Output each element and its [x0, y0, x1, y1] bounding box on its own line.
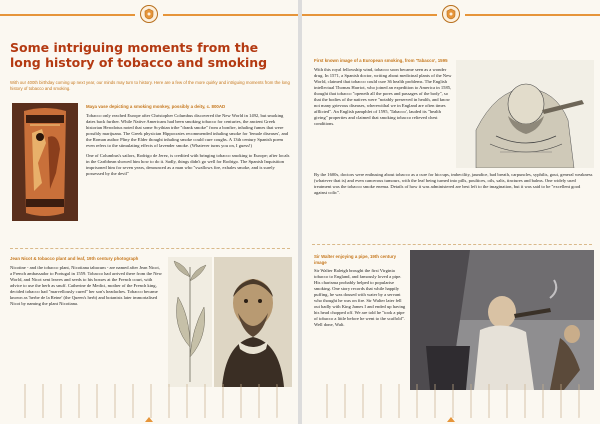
- vase-paragraph-1: Tobacco only reached Europe after Christopher Columbus discovered the New World in 1492, but smoking dates back further. While Native Americans had been smoking tobacco for centuries, the ancient Greek historian Herodotus noted that some Scythian tribe "drank smoke" from a bonfire, inhaling fumes that were possibly marijuana. The Greek physician Hippocrates recommended inhaling smoke for 'female diseases', and the Roman author Pliny the Elder thought inhaling smoke could cure coughs. A 13th century Spanish poem even refers to the stimulating effects of lavender smoke. (Whatever turns you on, I guess!): [86, 112, 289, 148]
- crest-icon: [442, 5, 460, 23]
- header-rule-right: [465, 14, 600, 16]
- decorative-watermark: [320, 384, 582, 418]
- page-marker-icon: [447, 417, 455, 422]
- header-rule-left: [0, 14, 135, 16]
- right-page: [302, 0, 600, 424]
- maya-vase-image: [12, 103, 78, 221]
- tabacco-body-1: With this royal fellowship wind, tobacco soon became seen as a wonder drug. In 1571, a Spanish doctor, writing about medicinal plants of the New World, claimed that tobacco could cure 36 health problems. The English intellectual Thomas Harriot, who joined an expedition to America in 1585, thought that tobacco "openeth all the pores and passages of the body", so that the bodies of the natives were "notably preserved in health, and know not many grievous diseases, wherewithal we in England are often times afflicted". An English pamphlet of 1595, 'Tabacco', lauded its "health giving" properties and claimed that smoking tobacco relieved chest conditions.: [314, 66, 452, 126]
- tabacco-caption: First known image of a European smoking, from 'Tabacco', 1595: [314, 58, 448, 63]
- nicot-caption: Jean Nicot & tobacco plant and leaf, 19th century photograph: [10, 256, 139, 261]
- left-page: [0, 0, 298, 424]
- crest-icon: [140, 5, 158, 23]
- section-nicot: [10, 256, 162, 307]
- jean-nicot-portrait: [214, 257, 292, 387]
- first-smoker-engraving: [456, 60, 594, 168]
- section-divider: [312, 244, 592, 245]
- raleigh-body: Sir Walter Raleigh brought the first Virginia tobacco to England, and famously loved a pipe. His charisma probably helped to popularise smoking. One story records that while happily puffing, he was doused with water by a servant who thought he was on fire. Sir Walter later fell out badly with King James I and ended up having his head chopped off. We are told he "took a pipe of tobacco a little before he went to the scaffold". Well done, Walt.: [314, 268, 406, 328]
- section-raleigh: [314, 254, 406, 328]
- section-divider: [10, 248, 290, 249]
- tobacco-plant-image: [168, 257, 212, 387]
- article-intro: With our 400th birthday coming up next year, our minds may turn to history. Here are a few of the more quirky and intriguing moments from the long history of tobacco and smoking.: [10, 80, 290, 91]
- nicot-body: Nicotine - and the tobacco plant, Nicotiana tabacum - are named after Jean Nicot, a French ambassador to Portugal in 1559. Tobacco had arrived there from the New World, and Nicot sent leaves and seeds to his bosses at the French court, with advice to use the herb as snuff. Catherine de Medici, mother of the French king, decided tobacco had "marvellously cured" her son's headaches. Tobacco became known as 'herbe de la Reine' (the Queen's herb) and botanists later immortalised Nicot by naming the plant Nicotiana.: [10, 264, 162, 306]
- decorative-watermark: [18, 384, 280, 418]
- section-vase: [86, 104, 290, 181]
- tabacco-body-2: By the 1600s, doctors were enthusing about tobacco as a cure for hiccups, imbecility, jaundice, bad breath, carpuncles, syphilis, gout, general weakness (whatever that is) and even cancerous tumours, with the leaf being turned into pills, poultices, oils, salts, tinctures and balms. One widely used treatment was the tobacco smoke enema. Details of how it was administered are best left to the imagination, but it was said to be "excellent good against colic".: [314, 172, 593, 195]
- raleigh-caption: Sir Walter enjoying a pipe, 19th century image: [314, 254, 397, 265]
- section-tabacco: [314, 58, 452, 127]
- vase-caption: Maya vase depicting a smoking monkey, possibly a deity, c. 800AD: [86, 104, 226, 109]
- page-marker-icon: [145, 417, 153, 422]
- raleigh-pipe-painting: [410, 250, 594, 390]
- header-rule-right: [163, 14, 298, 16]
- article-title: Some intriguing moments from the long history of tobacco and smoking: [10, 40, 268, 70]
- vase-paragraph-2: One of Columbus's sailors, Rodrigo de Jerez, is credited with bringing tobacco smoking to Europe; after locals in the Caribbean showed him how to do it. Sadly, things didn't go well for Rodrigo. The Spanish Inquisition imprisoned him for seven years, denounced as a man who "swallows fire, exhales smoke, and is surely possessed by the devil": [86, 152, 290, 176]
- header-rule-left: [302, 14, 437, 16]
- vase-body: [86, 113, 290, 177]
